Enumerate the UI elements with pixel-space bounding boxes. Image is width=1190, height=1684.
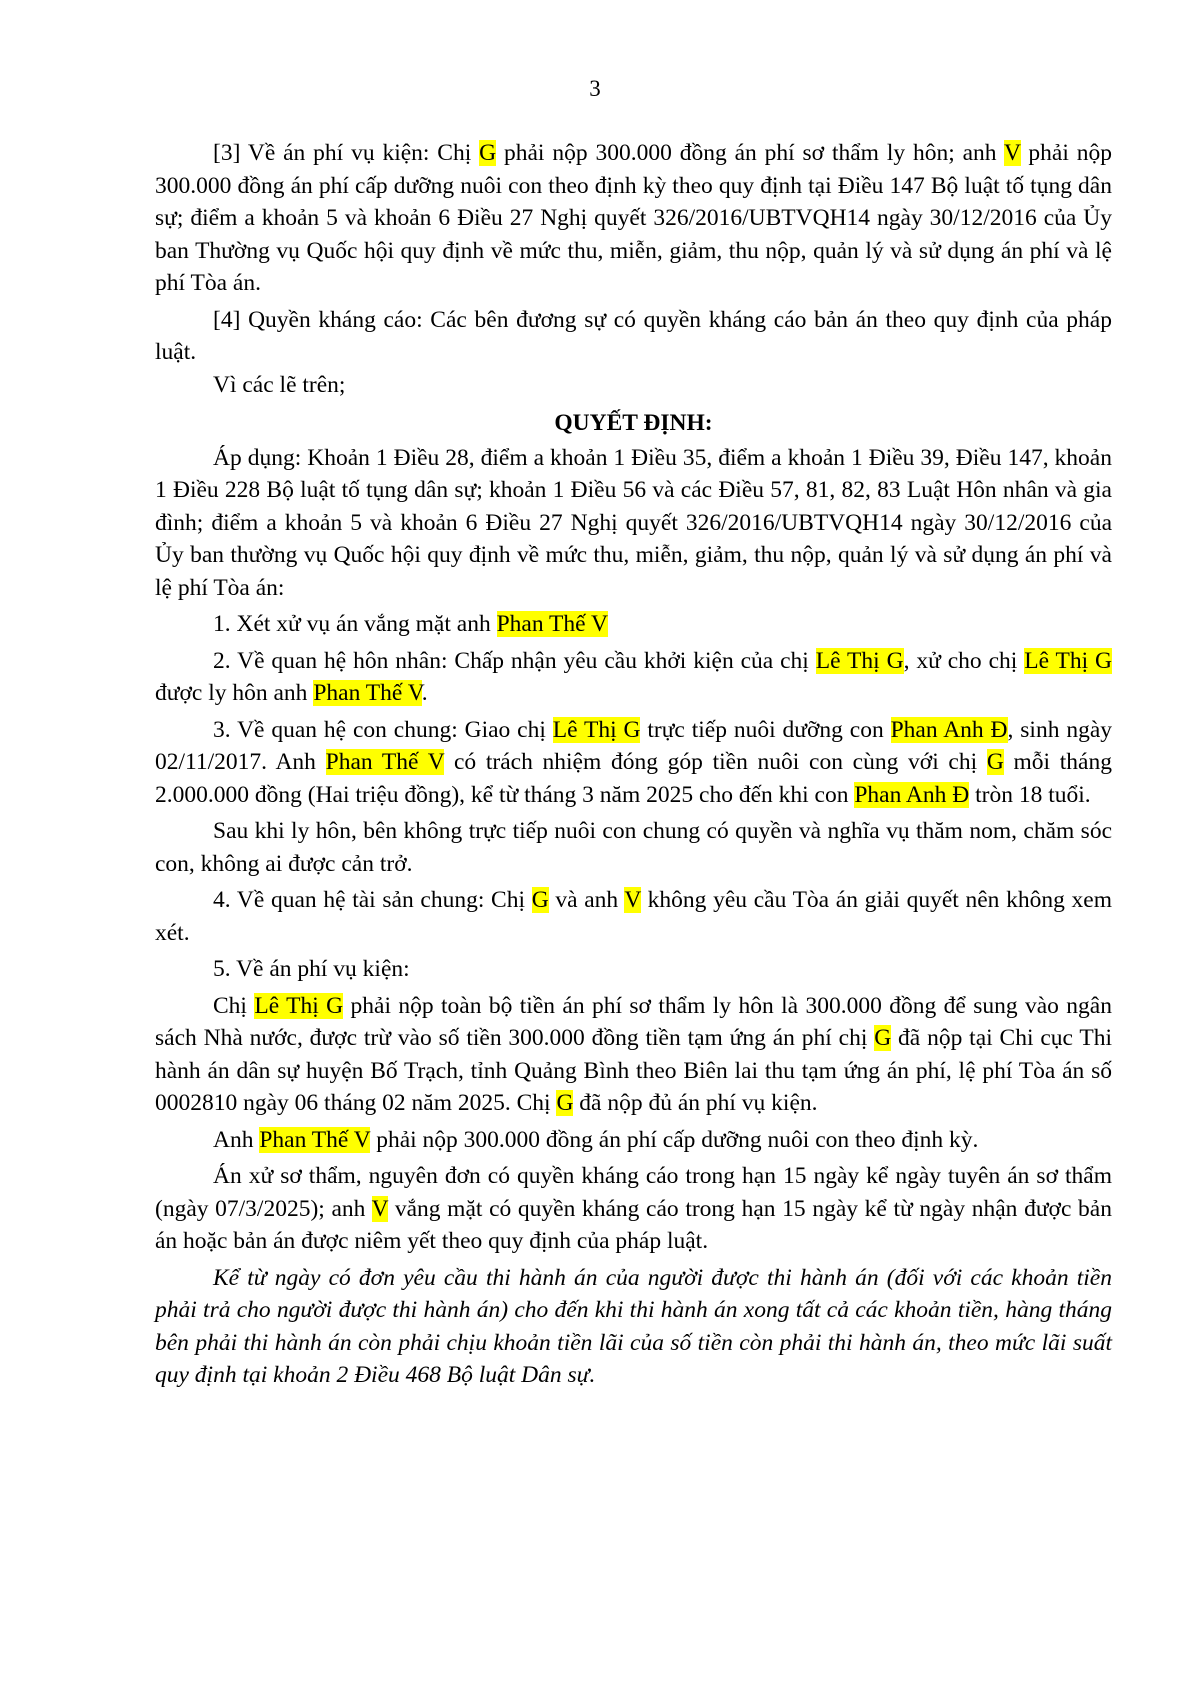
text-run: không yêu cầu Tòa án giải quyết nên không xem xét. — [155, 887, 1112, 946]
text-run: phải nộp 300.000 đồng án phí cấp dưỡng nuôi con theo định kỳ. — [370, 1126, 979, 1153]
text-run: được ly hôn anh — [155, 680, 314, 706]
highlighted-name: G — [556, 1090, 574, 1116]
text-run: Anh — [213, 1126, 260, 1153]
decision-item-4 — [155, 884, 1112, 949]
highlighted-name: G — [479, 140, 497, 166]
text-run: tròn 18 tuổi. — [969, 781, 1091, 808]
decision-item-1 — [155, 608, 1112, 641]
text-run: [3] Về án phí vụ kiện: Chị — [213, 140, 480, 166]
highlighted-name: V — [1004, 140, 1021, 166]
text-run: phải nộp 300.000 đồng án phí cấp dưỡng nuôi con theo định kỳ theo quy định tại Điều 147 Bộ luật tố tụng dân sự; điểm a khoản 5 và khoản 6 Điều 27 Nghị quyết 326/2016/UBTVQH14 ngày 30/12/2016 của Ủy ban Thường vụ Quốc hội quy định về mức thu, miễn, giảm, thu nộp, quản lý và sử dụng án phí và lệ phí Tòa án. — [155, 140, 1112, 296]
document-body — [155, 137, 1112, 1392]
text-run: . — [421, 680, 428, 706]
highlighted-name: Phan Anh Đ — [854, 781, 970, 808]
text-run: trực tiếp nuôi dưỡng con — [640, 716, 891, 743]
text-run: vắng mặt có quyền kháng cáo trong hạn 15 ngày kể từ ngày nhận được bản án hoặc bản án được niêm yết theo quy định của pháp luật. — [155, 1195, 1112, 1254]
paragraph-visitation — [155, 815, 1112, 880]
highlighted-name: G — [874, 1025, 892, 1051]
highlighted-name: Phan Thế V — [325, 749, 445, 775]
text-run: Sau khi ly hôn, bên không trực tiếp nuôi con chung có quyền và nghĩa vụ thăm nom, chăm sóc con, không ai được cản trở. — [155, 818, 1112, 877]
highlighted-name: V — [624, 887, 641, 913]
text-run: đã nộp tại Chi cục Thi hành án dân sự huyện Bố Trạch, tỉnh Quảng Bình theo Biên lai thu tạm ứng án phí, lệ phí Tòa án số 0002810 ngày 06 tháng 02 năm 2025. Chị — [155, 1025, 1112, 1116]
text-run: , sinh ngày 02/11/2017. Anh — [155, 716, 1112, 775]
paragraph-court-fee-reasoning — [155, 137, 1112, 300]
highlighted-name: V — [371, 1195, 389, 1222]
text-run: có trách nhiệm đóng góp tiền nuôi con cùng với chị — [444, 749, 987, 775]
highlighted-name: Phan Anh Đ — [890, 716, 1008, 743]
text-run: Vì các lẽ trên; — [213, 371, 346, 398]
highlighted-name: G — [531, 887, 549, 913]
highlighted-name: Lê Thị G — [254, 992, 344, 1019]
text-run: Án xử sơ thẩm, nguyên đơn có quyền kháng cáo trong hạn 15 ngày kể ngày tuyên án sơ thẩm (ngày 07/3/2025); anh — [155, 1163, 1112, 1222]
highlighted-name: Phan Thế V — [259, 1126, 371, 1153]
paragraph-fee-v — [155, 1124, 1112, 1157]
text-run: đã nộp đủ án phí vụ kiện. — [573, 1090, 818, 1116]
highlighted-name: Lê Thị G — [815, 647, 904, 674]
highlighted-name: Lê Thị G — [552, 716, 641, 743]
highlighted-name: Phan Thế V — [496, 611, 608, 637]
text-run: Kể từ ngày có đơn yêu cầu thi hành án của người được thi hành án (đối với các khoản tiền phải trả cho người được thi hành án) cho đến khi thi hành án xong tất cả các khoản tiền, hàng tháng bên phải thi hành án còn phải chịu khoản tiền lãi của số tiền còn phải thi hành án, theo mức lãi suất quy định tại khoản 2 Điều 468 Bộ luật Dân sự. — [155, 1264, 1112, 1388]
highlighted-name: G — [986, 749, 1004, 775]
text-run: 5. Về án phí vụ kiện: — [213, 956, 410, 982]
text-run: 3. Về quan hệ con chung: Giao chị — [213, 716, 553, 743]
paragraph-transition — [155, 369, 1112, 402]
paragraph-fee-g — [155, 990, 1112, 1120]
decision-item-5 — [155, 953, 1112, 986]
decision-heading: QUYẾT ĐỊNH: — [554, 410, 713, 436]
paragraph-appeal-deadline — [155, 1160, 1112, 1258]
page-number: 3 — [589, 76, 601, 101]
text-run: [4] Quyền kháng cáo: Các bên đương sự có quyền kháng cáo bản án theo quy định của pháp luật. — [155, 306, 1112, 365]
decision-item-3 — [155, 714, 1112, 812]
text-run: Chị — [213, 992, 255, 1019]
text-run: 1. Xét xử vụ án vắng mặt anh — [213, 611, 497, 637]
decision-item-2 — [155, 645, 1112, 710]
highlighted-name: Lê Thị G — [1024, 647, 1113, 674]
text-run: phải nộp toàn bộ tiền án phí sơ thẩm ly hôn là 300.000 đồng để sung vào ngân sách Nhà nước, được trừ vào số tiền 300.000 đồng tiền tạm ứng án phí chị — [155, 992, 1112, 1051]
text-run: 4. Về quan hệ tài sản chung: Chị — [213, 887, 532, 913]
paragraph-appeal-right-reasoning — [155, 304, 1112, 369]
text-run: , xử cho chị — [903, 647, 1025, 674]
highlighted-name: Phan Thế V — [313, 680, 422, 706]
paragraph-applied-laws — [155, 442, 1112, 605]
text-run: phải nộp 300.000 đồng án phí sơ thẩm ly hôn; anh — [496, 140, 1004, 166]
text-run: Áp dụng: Khoản 1 Điều 28, điểm a khoản 1 Điều 35, điểm a khoản 1 Điều 39, Điều 147, khoản 1 Điều 228 Bộ luật tố tụng dân sự; khoản 1 Điều 56 và các Điều 57, 81, 82, 83 Luật Hôn nhân và gia đình; điểm a khoản 5 và khoản 6 Điều 27 Nghị quyết 326/2016/UBTVQH14 ngày 30/12/2016 của Ủy ban thường vụ Quốc hội quy định về mức thu, miễn, giảm, thu nộp, quản lý và sử dụng án phí và lệ phí Tòa án: — [155, 444, 1112, 601]
text-run: và anh — [548, 887, 625, 913]
text-run: 2. Về quan hệ hôn nhân: Chấp nhận yêu cầu khởi kiện của chị — [213, 647, 816, 674]
text-run: mỗi tháng 2.000.000 đồng (Hai triệu đồng), kể từ tháng 3 năm 2025 cho đến khi con — [155, 749, 1112, 808]
paragraph-interest-clause — [155, 1262, 1112, 1392]
